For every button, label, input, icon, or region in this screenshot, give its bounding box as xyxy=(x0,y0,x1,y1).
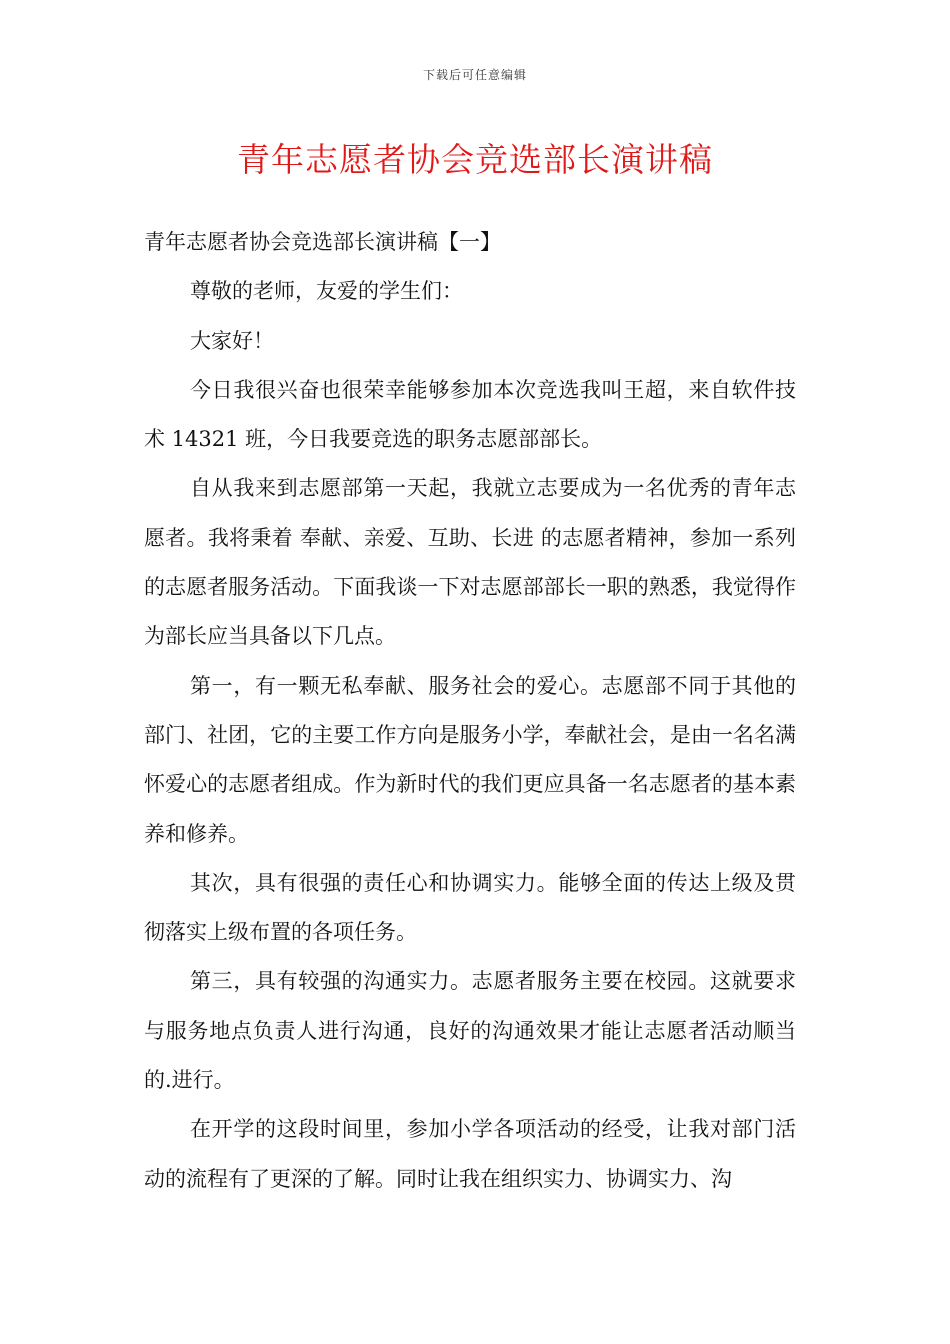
body-paragraph: 第一，有一颗无私奉献、服务社会的爱心。志愿部不同于其他的部门、社团，它的主要工作方向是服务小学，奉献社会，是由一名名满怀爱心的志愿者组成。作为新时代的我们更应具备一名志愿者的基本素养和修养。 xyxy=(144,673,796,846)
body-paragraph: 自从我来到志愿部第一天起，我就立志要成为一名优秀的青年志愿者。我将秉着 奉献、亲爱、互助、长进 的志愿者精神，参加一系列的志愿者服务活动。下面我谈一下对志愿部部长一职的熟悉，我觉得作为部长应当具备以下几点。 xyxy=(144,476,796,649)
header-note: 下载后可任意编辑 xyxy=(422,68,527,82)
body-paragraph: 其次，具有很强的责任心和协调实力。能够全面的传达上级及贯彻落实上级布置的各项任务。 xyxy=(144,870,796,945)
body-paragraph: 今日我很兴奋也很荣幸能够参加本次竞选我叫王超，来自软件技术 14321 班，今日我要竞选的职务志愿部部长。 xyxy=(144,377,796,452)
greeting-paragraph: 大家好！ xyxy=(190,328,274,353)
document-body xyxy=(144,218,796,1204)
body-paragraph: 在开学的这段时间里，参加小学各项活动的经受，让我对部门活动的流程有了更深的了解。同时让我在组织实力、协调实力、沟 xyxy=(144,1117,796,1191)
document-title: 青年志愿者协会竞选部长演讲稿 xyxy=(237,140,713,179)
salutation-paragraph: 尊敬的老师，友爱的学生们： xyxy=(190,279,463,304)
section-heading: 青年志愿者协会竞选部长演讲稿【一】 xyxy=(144,230,501,254)
body-paragraph: 第三，具有较强的沟通实力。志愿者服务主要在校园。这就要求与服务地点负责人进行沟通，良好的沟通效果才能让志愿者活动顺当的.进行。 xyxy=(144,969,796,1093)
